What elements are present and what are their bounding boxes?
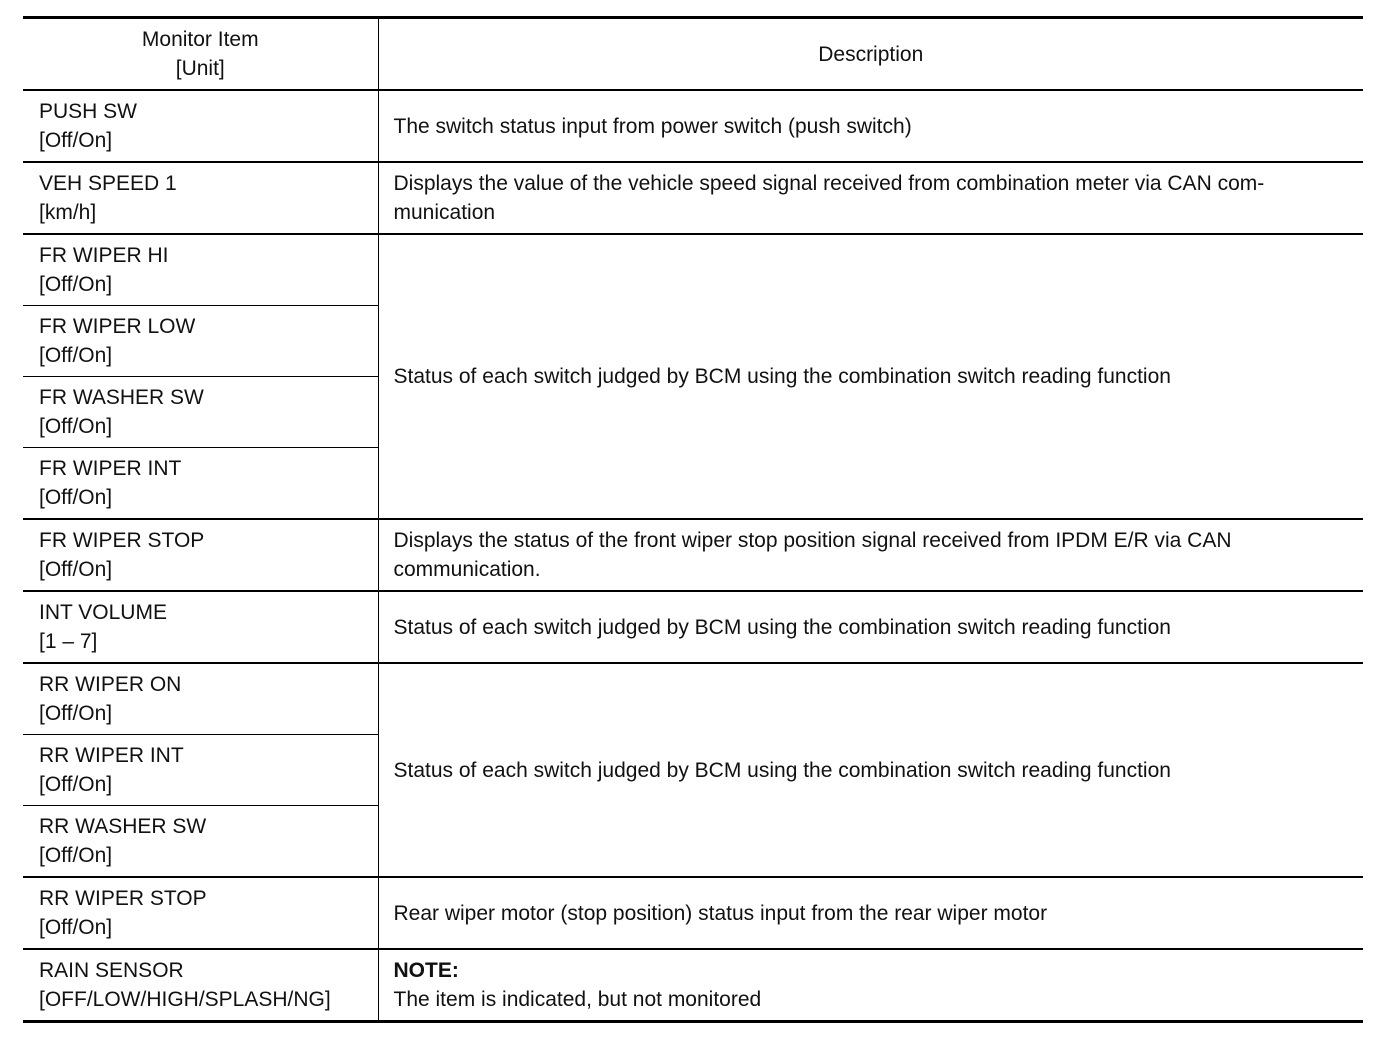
table-row [23, 519, 1363, 591]
monitor-item-unit: [1 – 7] [39, 630, 98, 653]
monitor-item-cell [23, 90, 378, 162]
monitor-item-name: FR WIPER INT [39, 457, 182, 480]
monitor-item-cell [23, 448, 378, 520]
monitor-item-cell [23, 735, 378, 806]
header-description: Description [378, 18, 1363, 91]
description-line: munication [393, 201, 496, 224]
note-text: The item is indicated, but not monitored [393, 988, 762, 1011]
description-cell: The switch status input from power switch (push switch) [393, 114, 912, 138]
description-line: communication. [393, 558, 541, 581]
monitor-item-name: FR WIPER LOW [39, 315, 196, 338]
table-row [23, 162, 1363, 234]
monitor-item-unit: [Off/On] [39, 273, 113, 296]
monitor-item-cell [23, 306, 378, 377]
description-cell [378, 519, 1363, 591]
description-cell: Status of each switch judged by BCM using the combination switch reading function [378, 234, 1363, 519]
table-row [23, 90, 1363, 162]
monitor-item-cell [23, 591, 378, 663]
monitor-item-cell [23, 377, 378, 448]
monitor-item-unit: [Off/On] [39, 844, 113, 867]
header-unit-label: [Unit] [175, 57, 225, 80]
monitor-item-name: FR WIPER STOP [39, 529, 205, 552]
monitor-item-unit: [Off/On] [39, 773, 113, 796]
monitor-item-name: PUSH SW [39, 100, 138, 123]
monitor-item-table [23, 16, 1363, 1023]
header-monitor-item [23, 18, 378, 91]
description-cell [378, 949, 1363, 1022]
monitor-item-unit: [Off/On] [39, 486, 113, 509]
table-row [23, 591, 1363, 663]
monitor-item-cell [23, 663, 378, 735]
description-line: Displays the status of the front wiper stop position signal received from IPDM E/R via CAN [393, 529, 1232, 552]
monitor-item-name: RAIN SENSOR [39, 959, 184, 982]
monitor-item-cell [23, 806, 378, 878]
table-row [23, 663, 1363, 735]
monitor-item-unit: [Off/On] [39, 558, 113, 581]
monitor-item-name: FR WIPER HI [39, 244, 169, 267]
monitor-item-unit: [OFF/LOW/HIGH/SPLASH/NG] [39, 988, 331, 1011]
monitor-item-name: RR WIPER STOP [39, 887, 207, 910]
monitor-item-cell [23, 519, 378, 591]
header-monitor-item-label: Monitor Item [141, 28, 259, 51]
monitor-item-unit: [Off/On] [39, 415, 113, 438]
description-cell: Rear wiper motor (stop position) status input from the rear wiper motor [378, 877, 1363, 949]
monitor-item-name: RR WIPER ON [39, 673, 182, 696]
monitor-item-name: FR WASHER SW [39, 386, 204, 409]
description-cell: Status of each switch judged by BCM using the combination switch reading function [378, 591, 1363, 663]
monitor-item-name: RR WASHER SW [39, 815, 207, 838]
note-title: NOTE: [393, 959, 459, 982]
monitor-item-cell [23, 949, 378, 1022]
monitor-item-cell [23, 877, 378, 949]
monitor-item-unit: [km/h] [39, 201, 97, 224]
monitor-item-name: VEH SPEED 1 [39, 172, 177, 195]
monitor-item-unit: [Off/On] [39, 129, 113, 152]
monitor-item-cell [23, 234, 378, 306]
description-cell [378, 162, 1363, 234]
table-header-row [23, 18, 1363, 91]
monitor-item-unit: [Off/On] [39, 702, 113, 725]
monitor-item-name: INT VOLUME [39, 601, 167, 624]
description-line: Displays the value of the vehicle speed signal received from combination meter via CAN com- [393, 172, 1265, 195]
table-row [23, 949, 1363, 1022]
monitor-item-name: RR WIPER INT [39, 744, 184, 767]
monitor-item-unit: [Off/On] [39, 344, 113, 367]
description-cell: Status of each switch judged by BCM using the combination switch reading function [378, 663, 1363, 877]
table-row [23, 877, 1363, 949]
monitor-item-cell [23, 162, 378, 234]
monitor-item-unit: [Off/On] [39, 916, 113, 939]
table-row [23, 234, 1363, 306]
